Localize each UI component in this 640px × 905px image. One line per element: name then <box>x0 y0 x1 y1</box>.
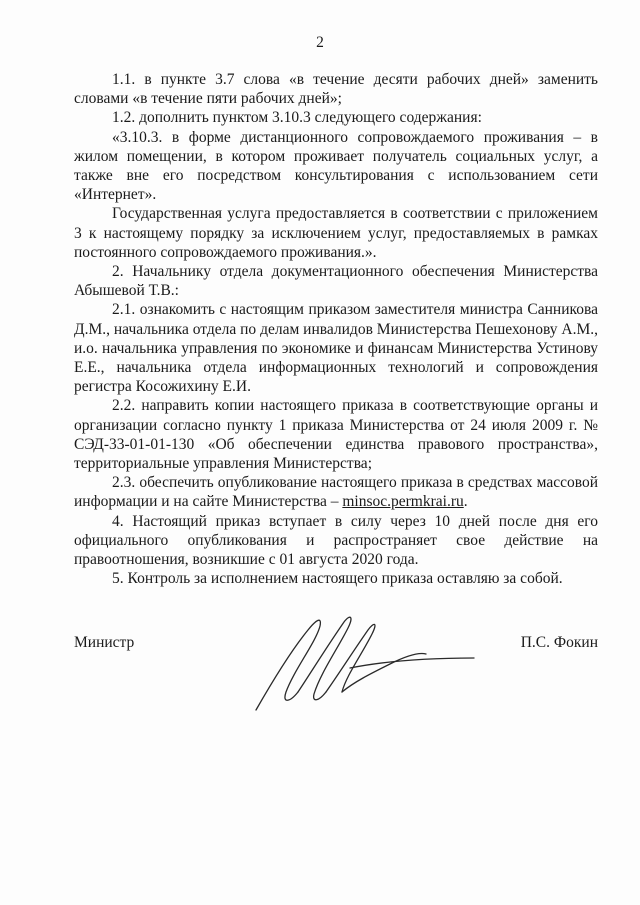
signatory-title: Министр <box>74 634 135 651</box>
paragraph-4: 4. Настоящий приказ вступает в силу через 10 дней после дня его официального опубликования и распространяет свое действие на правоотношения, возникшие с 01 августа 2020 года. <box>74 512 598 569</box>
paragraph-2-3-end: . <box>463 493 468 511</box>
paragraph-3-10-3: «3.10.3. в форме дистанционного сопровождаемого проживания – в жилом помещении, в котором проживает получатель социальных услуг, а также вне его посредством консультирования с использованием сети «Интернет». <box>74 128 598 204</box>
website-link[interactable]: minsoc.permkrai.ru <box>342 493 464 511</box>
document-body <box>74 70 598 588</box>
paragraph-2-2: 2.2. направить копии настоящего приказа в соответствующие органы и организации согласно пункту 1 приказа Министерства от 24 июля 2009 г. № СЭД-33-01-01-130 «Об обеспечении единства правового пространства», территориальные управления Министерства; <box>74 397 598 473</box>
paragraph-5: 5. Контроль за исполнением настоящего приказа оставляю за собой. <box>112 570 563 588</box>
handwritten-signature <box>250 612 480 712</box>
signatory-name: П.С. Фокин <box>520 634 598 651</box>
signature-block <box>74 634 598 724</box>
paragraph-2-3 <box>74 473 598 511</box>
paragraph-1-2: 1.2. дополнить пунктом 3.10.3 следующего содержания: <box>112 109 482 127</box>
paragraph-2-3-text: 2.3. обеспечить опубликование настоящего приказа в средствах массовой информации и на сайте Министерства – <box>74 474 598 511</box>
paragraph-2: 2. Начальнику отдела документационного обеспечения Министерства Абышевой Т.В.: <box>74 263 598 300</box>
page-number: 2 <box>316 34 324 51</box>
paragraph-1-1: 1.1. в пункте 3.7 слова «в течение десяти рабочих дней» заменить словами «в течение пяти рабочих дней»; <box>74 71 598 108</box>
paragraph-state-service: Государственная услуга предоставляется в соответствии с приложением 3 к настоящему порядку за исключением услуг, предоставляемых в рамках постоянного сопровождаемого проживания.». <box>74 205 598 261</box>
paragraph-2-1: 2.1. ознакомить с настоящим приказом заместителя министра Санникова Д.М., начальника отдела по делам инвалидов Министерства Пешехонову А.М., и.о. начальника управления по экономике и финансам Министерства Устинову Е.Е., начальника отдела информационных технологий и сопровождения регистра Косожихину Е.И. <box>74 301 598 396</box>
